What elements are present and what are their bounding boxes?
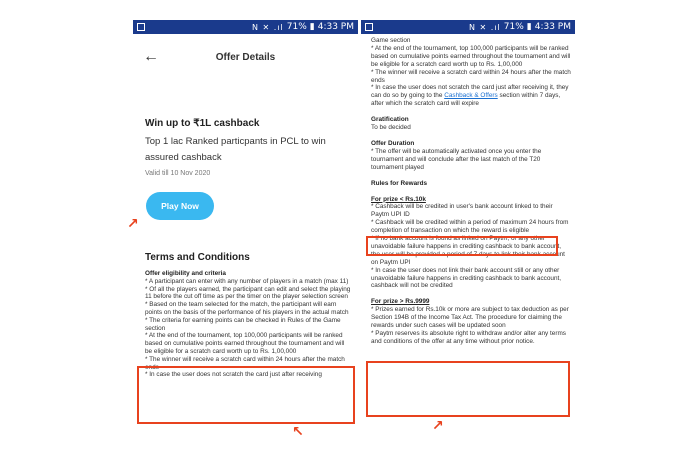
rules-heading: Rules for Rewards <box>371 179 428 187</box>
terms-body <box>145 270 353 379</box>
battery-level: 71% <box>503 22 524 32</box>
list-item: * A participant can enter with any number of players in a match (max 11) <box>145 277 349 285</box>
terms-continued <box>371 37 571 346</box>
back-arrow-icon[interactable]: ← <box>143 48 159 65</box>
list-item: * At the end of the tournament, top 100,000 participants will be ranked based on cumulative points earned throughout the tournament and will be eligible for a scratch card worth up to Rs. 1,00,000 <box>145 332 345 355</box>
duration-text: * The offer will be automatically activated once you enter the tournament and will conclude after the last match of the T20 tournament played <box>371 147 542 171</box>
battery-icon: ▮ <box>526 22 532 32</box>
list-item: * In case the user does not scratch the card just after receiving it, they can do so by going to the Cashback & Offers section within 7 days, after which the scratch card will expire <box>371 84 569 108</box>
app-notification-icon <box>137 23 145 31</box>
battery-icon: ▮ <box>309 22 315 32</box>
eligibility-heading: Offer eligibility and criteria <box>145 270 226 277</box>
section-text: Game section <box>371 37 411 44</box>
list-item: * Cashback will be credited in user's bank account linked to their Paytm UPI ID <box>371 203 553 219</box>
status-bar <box>133 20 358 34</box>
offer-subtitle: Top 1 lac Ranked particpants in PCL to win assured cashback <box>145 136 326 163</box>
list-item: * The criteria for earning points can be checked in Rules of the Game section <box>145 316 341 332</box>
cashback-offers-link[interactable]: Cashback & Offers <box>444 92 498 100</box>
signal-icons: N ✕ .ıl <box>252 22 284 32</box>
app-bar <box>133 34 358 80</box>
offer-title: Win up to ₹1L cashback <box>145 118 260 129</box>
arrow-icon: ↗ <box>432 418 444 434</box>
list-item: * The winner will receive a scratch card within 24 hours after the match ends <box>145 355 345 371</box>
app-notification-icon <box>365 23 373 31</box>
list-item: * In case the user does not link their bank account still or any other unavoidable failure happens in crediting cashback to bank account, cashback will not be credited <box>371 266 562 290</box>
highlight-box-tax <box>366 361 570 417</box>
list-item: * If no bank account is found as linked on Paytm, or any other unavoidable failure happens in crediting cashback to bank account, the user will be provided a period of 7 days to link their bank account on Paytm UPI <box>371 235 565 266</box>
page-title: Offer Details <box>215 51 276 63</box>
clock: 4:33 PM <box>534 22 571 32</box>
list-item: * At the end of the tournament, top 100,000 participants will be ranked based on cumulative points earned throughout the tournament and will be eligible for a scratch card worth up to Rs. 1,00,000 <box>371 44 571 68</box>
status-bar <box>361 20 575 34</box>
list-item: * Cashback will be credited within a period of maximum 24 hours from completion of transaction on which the reward is eligible <box>371 219 569 235</box>
prize-high-heading: For prize > Rs.9999 <box>371 298 430 306</box>
battery-level: 71% <box>286 22 307 32</box>
list-item: * Based on the team selected for the match, the participant will earn points on the basis of the performance of his players in the actual match <box>145 301 349 316</box>
duration-heading: Offer Duration <box>371 139 415 147</box>
arrow-icon: ↖ <box>292 424 304 440</box>
play-now-button[interactable]: Play Now <box>146 192 214 220</box>
list-item: * Prizes earned for Rs.10k or more are subject to tax deduction as per Section 194B of the Income Tax Act. The procedure for claiming the rewards under such cases will be updated soon <box>371 306 569 330</box>
terms-title: Terms and Conditions <box>145 252 250 263</box>
list-item: * The winner will receive a scratch card within 24 hours after the match ends <box>371 68 571 84</box>
prize-low-heading: For prize < Rs.10k <box>371 195 426 203</box>
signal-icons: N ✕ .ıl <box>469 22 501 32</box>
gratification-heading: Gratification <box>371 116 409 124</box>
gratification-text: To be decided <box>371 124 411 132</box>
arrow-icon: ↗ <box>127 216 139 232</box>
offer-validity: Valid till 10 Nov 2020 <box>145 170 211 177</box>
list-item: * Paytm reserves its absolute right to withdraw and/or alter any terms and conditions of the offer at any time without prior notice. <box>371 330 566 345</box>
list-item: * Of all the players earned, the participant can edit and select the playing 11 before the cut off time as per the timer on the player selection screen <box>145 285 351 301</box>
list-item: * In case the user does not scratch the card just after receiving <box>145 371 322 379</box>
clock: 4:33 PM <box>317 22 354 32</box>
highlight-box-scratch-card <box>137 366 355 424</box>
highlight-box-upi <box>366 236 558 256</box>
